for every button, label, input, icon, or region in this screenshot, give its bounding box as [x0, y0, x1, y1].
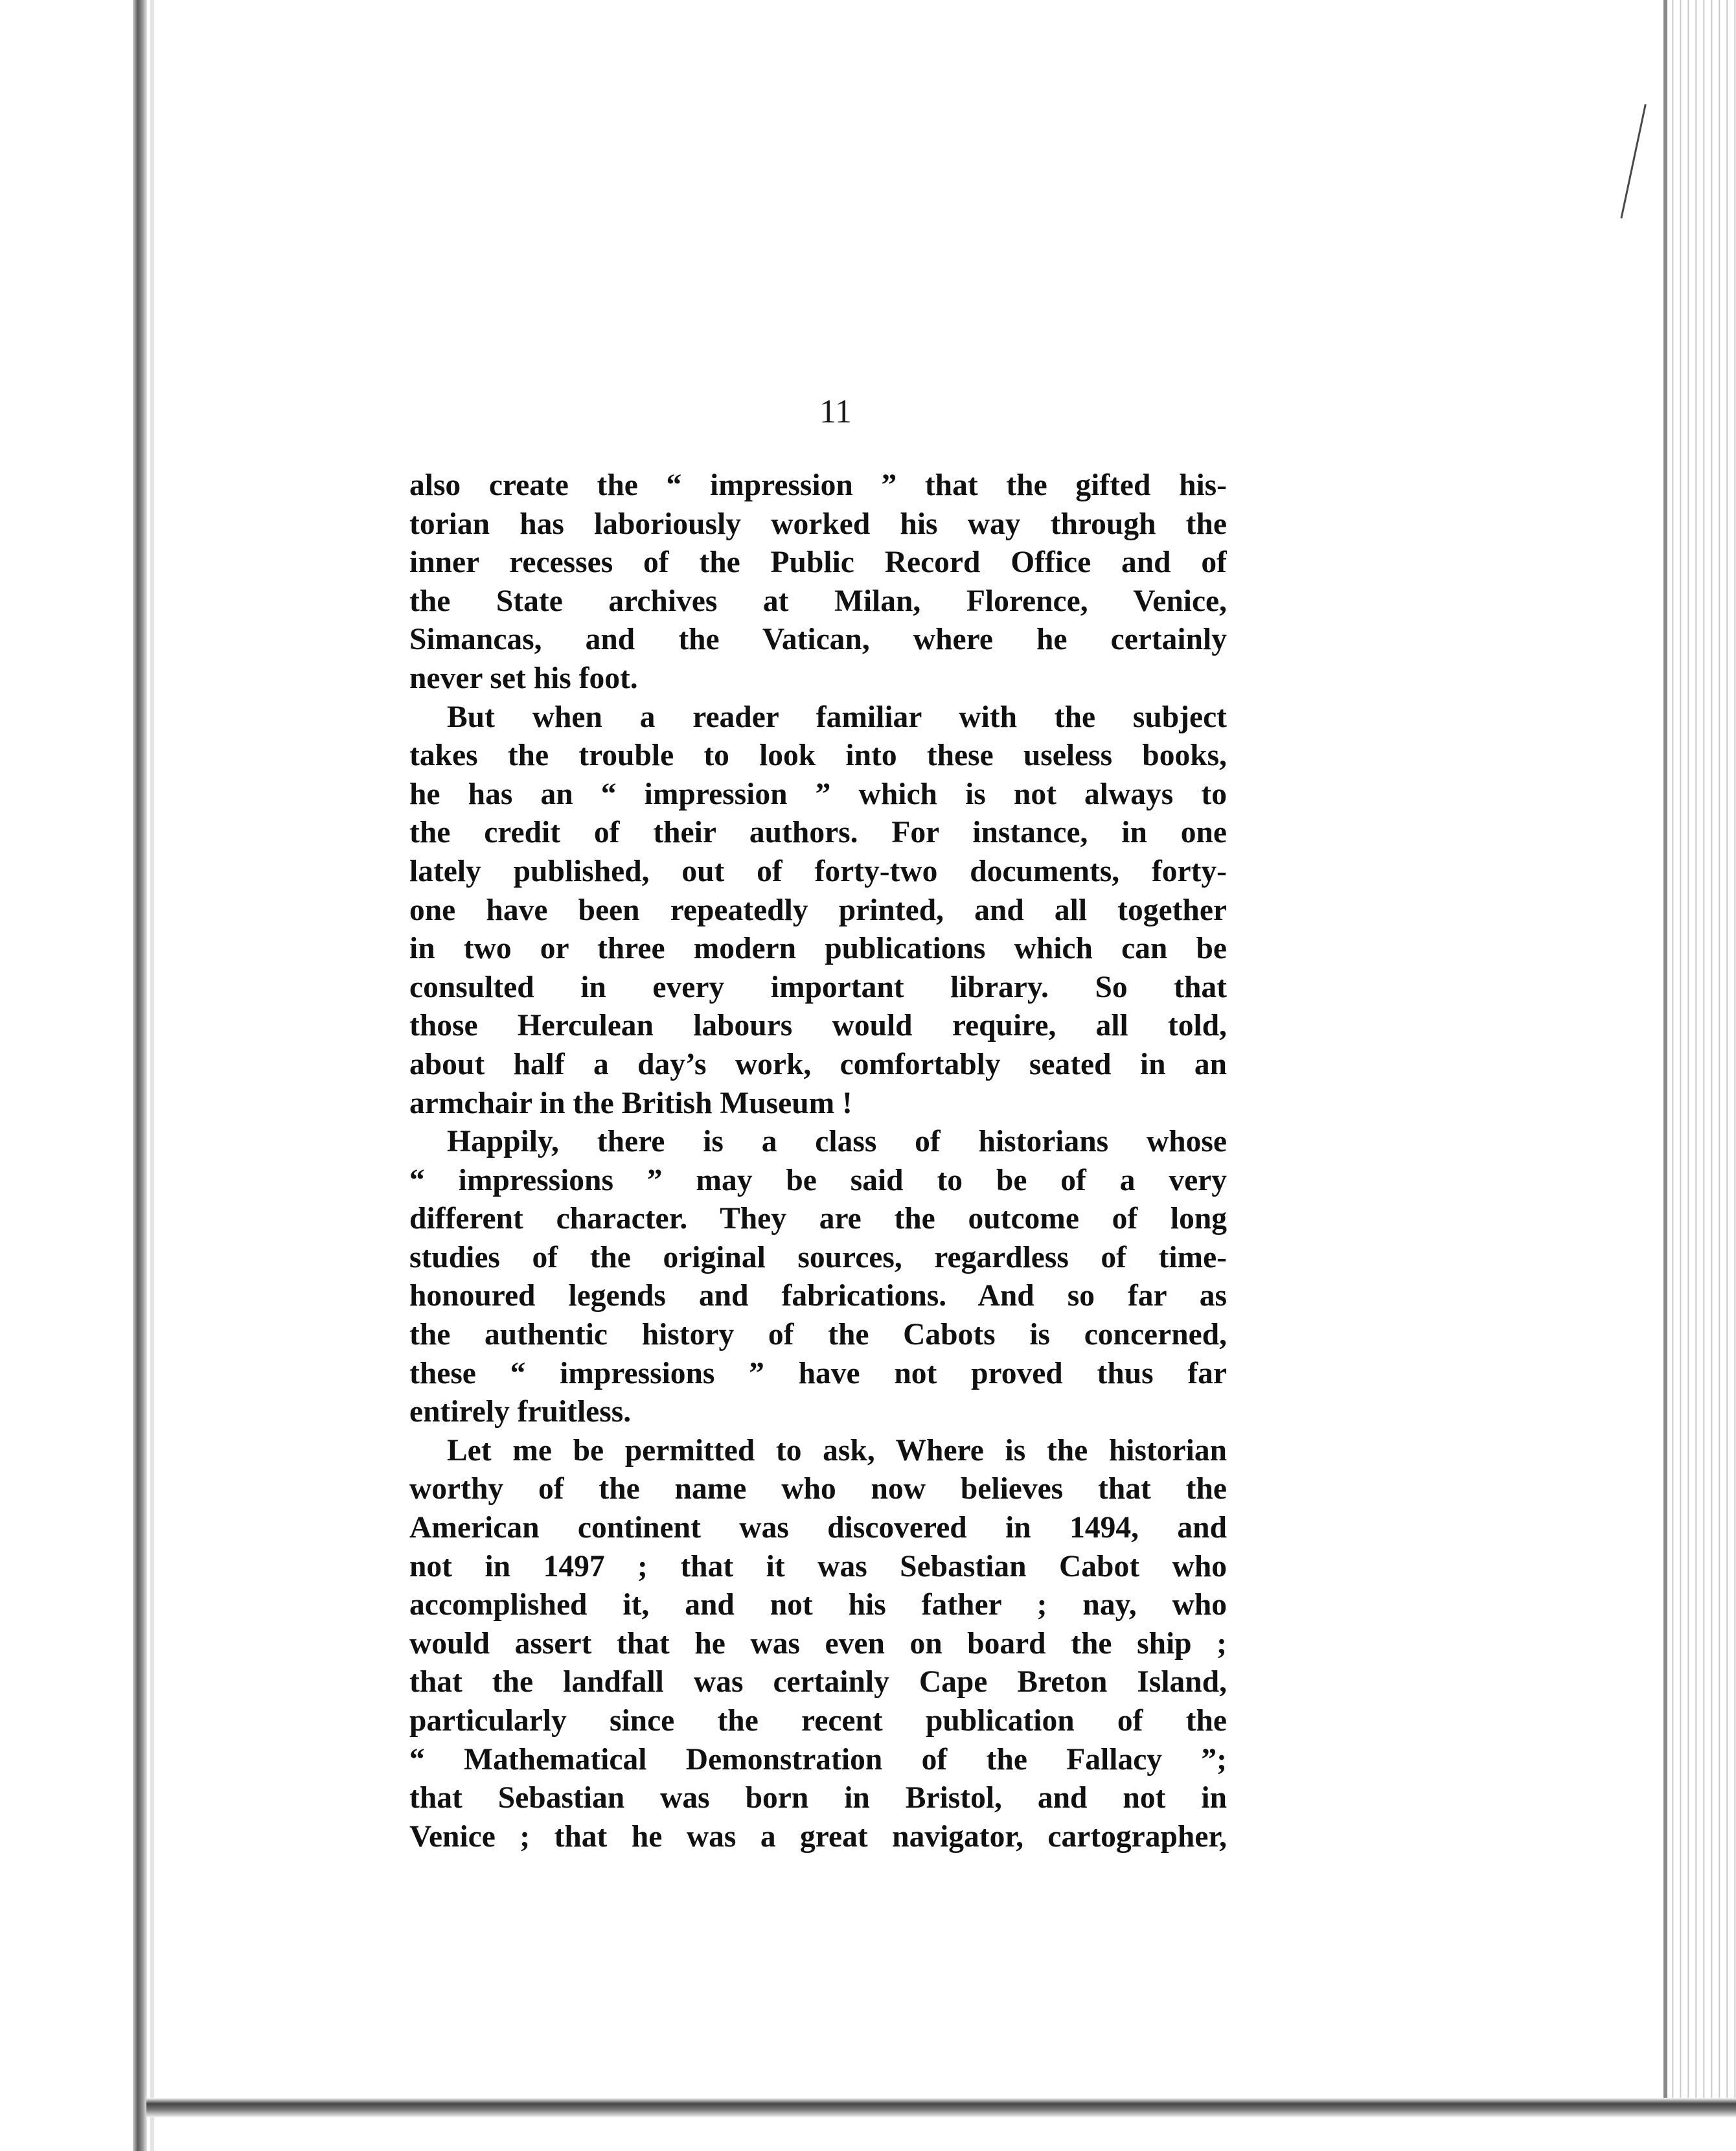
bottom-page-edge — [146, 2098, 1736, 2117]
page-number: 11 — [819, 393, 852, 430]
text-line: honoured legends and fabrications. And so far as — [409, 1279, 1227, 1313]
text-line: American continent was discovered in 1494, and — [409, 1511, 1227, 1545]
text-line: the State archives at Milan, Florence, Venice, — [409, 584, 1227, 618]
text-line: But when a reader familiar with the subject — [447, 700, 1227, 734]
paragraph — [409, 698, 1227, 1123]
text-line: inner recesses of the Public Record Office and of — [409, 546, 1227, 580]
text-line: also create the “ impression ” that the gifted his- — [409, 468, 1227, 502]
text-line: entirely fruitless. — [409, 1395, 632, 1429]
text-line: Simancas, and the Vatican, where he certainly — [409, 623, 1227, 657]
text-line: takes the trouble to look into these useless books, — [409, 739, 1227, 773]
text-line: not in 1497 ; that it was Sebastian Cabot who — [409, 1549, 1227, 1583]
body-text — [409, 466, 1227, 1856]
text-line: “ Mathematical Demonstration of the Fallacy ”; — [409, 1742, 1227, 1777]
margin-pencil-mark — [1620, 104, 1652, 220]
text-line: the credit of their authors. For instance, in one — [409, 816, 1227, 850]
right-page-stack-edge — [1658, 0, 1736, 2112]
text-line: one have been repeatedly printed, and all together — [409, 893, 1227, 927]
text-line: different character. They are the outcome of long — [409, 1202, 1227, 1236]
text-line: armchair in the British Museum ! — [409, 1086, 852, 1120]
left-binding-shadow — [133, 0, 147, 2151]
text-line: about half a day’s work, comfortably seated in an — [409, 1047, 1227, 1081]
text-line: worthy of the name who now believes that the — [409, 1472, 1227, 1506]
text-line: those Herculean labours would require, all told, — [409, 1009, 1227, 1043]
text-line: accomplished it, and not his father ; nay, who — [409, 1588, 1227, 1622]
paragraph — [409, 1432, 1227, 1857]
text-line: the authentic history of the Cabots is concerned, — [409, 1318, 1227, 1352]
text-line: would assert that he was even on board the ship ; — [409, 1626, 1227, 1661]
text-line: that the landfall was certainly Cape Breton Island, — [409, 1665, 1227, 1699]
text-line: consulted in every important library. So that — [409, 970, 1227, 1004]
left-binding-edge — [150, 0, 154, 2151]
text-line: studies of the original sources, regardless of time- — [409, 1240, 1227, 1274]
text-line: torian has laboriously worked his way through the — [409, 507, 1227, 541]
text-line: “ impressions ” may be said to be of a very — [409, 1163, 1227, 1197]
text-line: Happily, there is a class of historians whose — [447, 1125, 1227, 1159]
text-line: that Sebastian was born in Bristol, and not in — [409, 1781, 1227, 1815]
paragraph — [409, 466, 1227, 698]
text-line: Venice ; that he was a great navigator, cartographer, — [409, 1819, 1227, 1854]
paragraph — [409, 1123, 1227, 1432]
text-line: never set his foot. — [409, 661, 638, 695]
text-line: Let me be permitted to ask, Where is the historian — [447, 1433, 1227, 1467]
text-line: in two or three modern publications which can be — [409, 932, 1227, 966]
text-line: lately published, out of forty-two documents, forty- — [409, 854, 1227, 888]
text-line: these “ impressions ” have not proved thus far — [409, 1356, 1227, 1390]
text-line: he has an “ impression ” which is not always to — [409, 777, 1227, 811]
right-page-edge-line — [1663, 0, 1667, 2112]
text-line: particularly since the recent publication of the — [409, 1704, 1227, 1738]
